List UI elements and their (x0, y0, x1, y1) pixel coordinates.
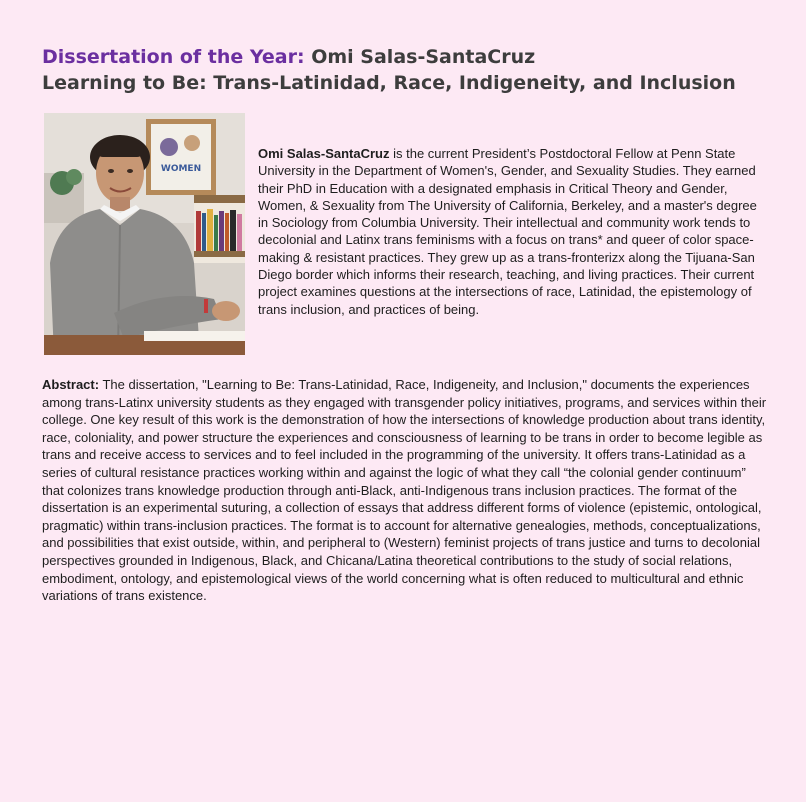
abstract-text: The dissertation, "Learning to Be: Trans-Latinidad, Race, Indigeneity, and Inclusion," documents the experiences among trans-Latinx university students as they engaged with transgender policy initiatives, programs, and services within their college. One key result of this work is the demonstration of how the intersections of knowledge production about trans identity, race, coloniality, and power structure the experiences and consciousness of learning to be trans in order to become legible as trans and receive access to services and to feel included in the programming of the university. It offers trans-Latinidad as a series of cultural resistance practices working within and against the logic of what they call “the colonial gender continuum” that colonizes trans knowledge production through anti-Black, anti-Indigenous trans inclusion practices. The format of the dissertation is an experimental suturing, a collection of essays that address different forms of violence (epistemic, ontological, pragmatic) within trans-inclusion practices. The format is to account for alternative genealogies, methods, conceptualizations, and possibilities that exist outside, within, and peripheral to (Western) feminist projects of trans justice and turns to decolonial perspectives grounded in Indigenous, Black, and Chicana/Latina theoretical contributions to the study of social relations, embodiment, ontology, and epistemological views of the world concerning what is often reduced to multicultural and ethnic variations of trans existence. (42, 377, 767, 604)
bio-name: Omi Salas-SantaCruz (258, 146, 390, 161)
dissertation-title: Learning to Be: Trans-Latinidad, Race, Indigeneity, and Inclusion (42, 72, 736, 94)
poster-text: WOMEN (160, 164, 202, 174)
bio-text: is the current President’s Postdoctoral Fellow at Penn State University in the Department of Women's, Gender, and Sexuality Studies. They earned their PhD in Education with a designated emphasis in Critical Theory and Gender, Women, & Sexuality from The University of California, Berkeley, and a master's degree in Sociology from Columbia University. Their intellectual and community work tends to decolonial and Latinx trans feminisms with a focus on trans* and queer of color space-making & resistant practices. They grew up as a trans-fronterizx along the Tijuana-San Diego border which informs their research, teaching, and living practices. Their current project examines questions at the intersections of race, Latinidad, the epistemology of trans inclusion, and practices of being. (258, 146, 757, 317)
portrait-illustration (44, 113, 245, 355)
recipient-name: Omi Salas-SantaCruz (311, 46, 536, 68)
award-heading (42, 44, 768, 70)
recipient-photo (44, 113, 245, 355)
abstract-label: Abstract: (42, 377, 100, 392)
award-label: Dissertation of the Year: (42, 46, 305, 68)
bio-section (42, 113, 768, 357)
award-page (42, 44, 768, 604)
abstract-paragraph (42, 376, 768, 605)
bio-paragraph (258, 145, 770, 318)
